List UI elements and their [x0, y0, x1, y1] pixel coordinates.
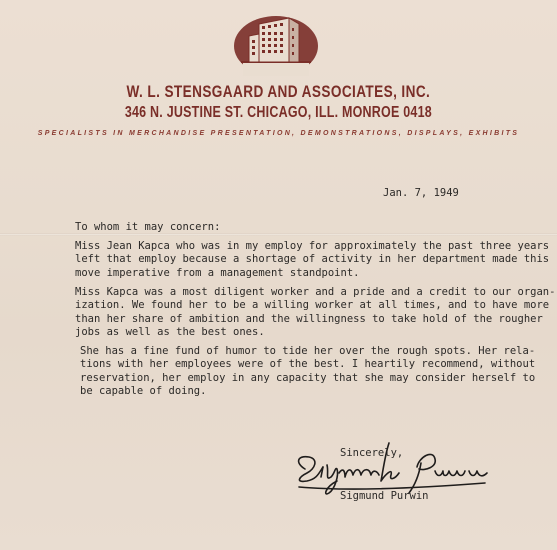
- text-line: reservation, her employ in any capacity that she may consider herself to: [80, 371, 536, 384]
- text-line: tions with her employees were of the best. I heartily recommend, without: [80, 358, 536, 371]
- company-tagline: SPECIALISTS IN MERCHANDISE PRESENTATION, DEMONSTRATIONS, DISPLAYS, EXHIBITS: [37, 130, 520, 137]
- text-line: She has a fine fund of humor to tide her over the rough spots. Her rela-: [80, 345, 536, 357]
- company-name: W. L. STENSGAARD AND ASSOCIATES, INC.: [126, 82, 431, 101]
- company-address: 346 N. JUSTINE ST. CHICAGO, ILL. MONROE 0418: [124, 104, 432, 121]
- salutation: To whom it may concern:: [75, 221, 221, 233]
- paragraph-2: [75, 286, 556, 339]
- letter-date: Jan. 7, 1949: [383, 187, 459, 199]
- paragraph-1: [75, 240, 550, 280]
- text-line: ization. We found her to be a willing worker at all times, and to have more: [75, 299, 550, 312]
- text-line: jobs as well as the best ones.: [75, 325, 265, 338]
- text-line: be capable of doing.: [80, 384, 207, 397]
- text-line: Miss Kapca was a most diligent worker and a pride and a credit to our organ-: [75, 286, 556, 298]
- text-line: Miss Jean Kapca who was in my employ for approximately the past three years: [75, 240, 550, 252]
- paragraph-3: [80, 345, 550, 398]
- text-line: than her share of ambition and the willingness to take hold of the rougher: [75, 312, 543, 325]
- text-line: left that employ because a shortage of activity in her department made this: [75, 253, 550, 266]
- signer-name: Sigmund Purwin: [340, 490, 429, 502]
- office-building-icon: [233, 10, 319, 78]
- closing: Sincerely,: [340, 447, 404, 459]
- text-line: move imperative from a management standpoint.: [75, 266, 360, 279]
